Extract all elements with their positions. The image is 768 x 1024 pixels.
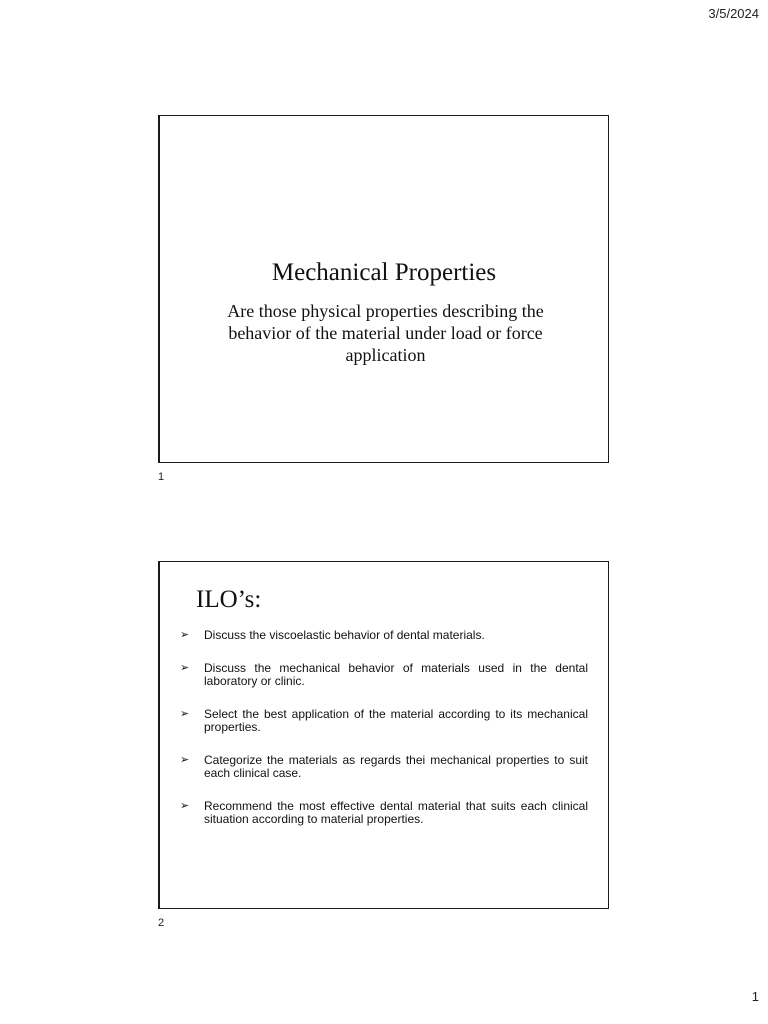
list-item-text: Select the best application of the material according to its mechanical properties. [204, 707, 588, 734]
slide-1 [158, 115, 609, 463]
slide-title: ILO’s: [196, 586, 262, 613]
list-item-text: Discuss the mechanical behavior of materials used in the dental laboratory or clinic. [204, 661, 588, 688]
list-item [180, 754, 588, 780]
list-item [180, 708, 588, 734]
list-item [180, 629, 588, 642]
slide-subtitle: Are those physical properties describing the behavior of the material under load or force application [227, 301, 544, 365]
list-item-text: Categorize the materials as regards thei mechanical properties to suit each clinical case. [204, 753, 588, 780]
slide-title: Mechanical Properties [271, 259, 497, 286]
slide-number-label: 1 [158, 471, 165, 483]
list-item [180, 662, 588, 688]
slide-number-label: 2 [158, 917, 165, 929]
ilo-list [180, 629, 588, 846]
arrow-bullet-icon: ➢ [180, 754, 190, 766]
list-item [180, 800, 588, 826]
page-date: 3/5/2024 [708, 6, 759, 21]
arrow-bullet-icon: ➢ [180, 629, 190, 641]
list-item-text: Recommend the most effective dental material that suits each clinical situation according to material properties. [204, 799, 588, 826]
arrow-bullet-icon: ➢ [180, 708, 190, 720]
page-number: 1 [751, 989, 759, 1004]
list-item-text: Discuss the viscoelastic behavior of dental materials. [204, 628, 485, 642]
arrow-bullet-icon: ➢ [180, 800, 190, 812]
arrow-bullet-icon: ➢ [180, 662, 190, 674]
slide-2 [158, 561, 609, 909]
